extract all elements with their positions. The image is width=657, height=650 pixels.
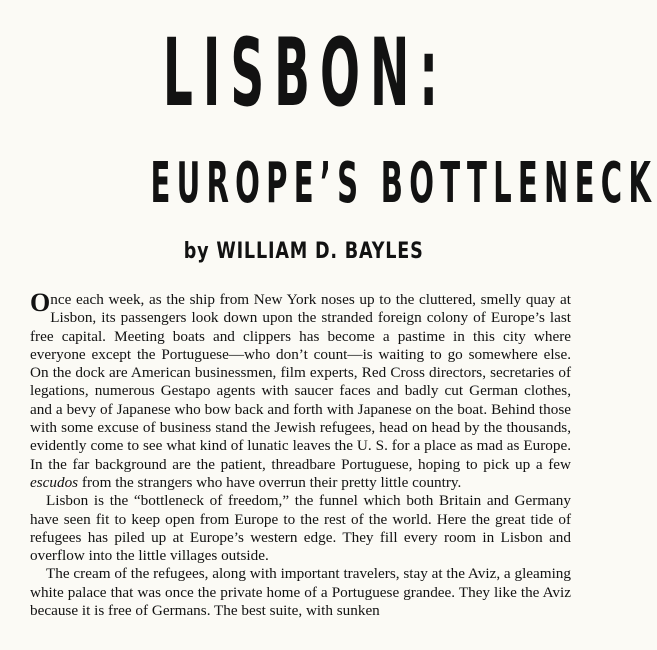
paragraph-1 bbox=[30, 288, 571, 492]
article-body bbox=[30, 288, 571, 620]
paragraph-1-text-end: from the strangers who have overrun their pretty little country. bbox=[78, 473, 462, 491]
drop-cap: O bbox=[30, 288, 51, 317]
paragraph-1-text: nce each week, as the ship from New York noses up to the cluttered, smelly quay at Lisbon, its passengers look down upon the stranded foreign colony of Europe’s last free capital. Meeting boats and clippers has become a pastime in this city where everyone except the Portuguese—who don’t count—is waiting to go somewhere else. On the dock are American businessmen, film experts, Red Cross directors, secretaries of legations, numerous Gestapo agents with saucer faces and badly cut German clothes, and a bevy of Japanese who bow back and forth with Japanese on the boat. Behind those with some excuse of business stand the Jewish refugees, head on head by the thousands, evidently come to see what kind of lunatic leaves the U. S. for a place as mad as Europe. In the far background are the patient, threadbare Portuguese, hoping to pick up a few bbox=[30, 291, 571, 473]
italic-term: escudos bbox=[30, 473, 79, 491]
headline-line-1: LISBON: bbox=[162, 19, 449, 128]
headline-line-2: EUROPE’S BOTTLENECK bbox=[150, 151, 657, 216]
byline: by WILLIAM D. BAYLES bbox=[183, 239, 424, 264]
paragraph-3: The cream of the refugees, along with important travelers, stay at the Aviz, a gleaming white palace that was once the private home of a Portuguese grandee. They like the Aviz because it is free of Germans. The best suite, with sunken bbox=[30, 565, 571, 620]
paragraph-2: Lisbon is the “bottleneck of freedom,” the funnel which both Britain and Germany have seen fit to keep open from Europe to the rest of the world. Here the great tide of refugees has piled up at Europe’s western edge. They fill every room in Lisbon and overflow into the little villages outside. bbox=[30, 492, 571, 565]
